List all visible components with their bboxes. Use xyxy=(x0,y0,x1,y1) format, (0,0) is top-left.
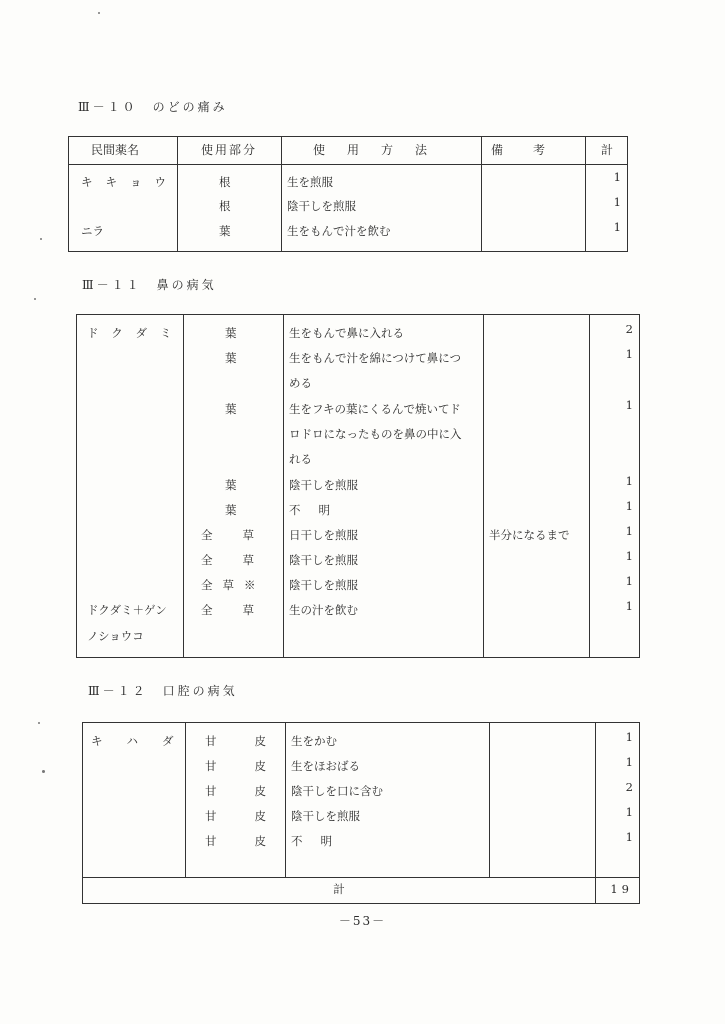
table-row-part: 甘皮 xyxy=(205,809,304,823)
table-row-count: 1 xyxy=(613,195,621,209)
table-row-method: 陰干しを煎服 xyxy=(289,578,358,592)
section-title-nose: Ⅲ－１１ 鼻の病気 xyxy=(82,278,217,292)
table-row-count: 1 xyxy=(625,599,633,613)
table-row-part: 全草 xyxy=(201,603,284,617)
table-row-count: 1 xyxy=(625,549,633,563)
table-row-part: 全草 xyxy=(201,528,284,542)
table-row-name: キキョウ xyxy=(81,175,179,189)
table-row-count: 1 xyxy=(613,170,621,184)
scan-speck xyxy=(38,722,40,724)
table-row-count: 1 xyxy=(625,474,633,488)
section-title-throat: Ⅲ－１０ のどの痛み xyxy=(78,100,228,114)
table-row-part: 甘皮 xyxy=(205,784,304,798)
table-row-count: 1 xyxy=(625,398,633,412)
table-row-count: 1 xyxy=(625,755,633,769)
table-row-part: 葉 xyxy=(225,326,237,340)
header-name: 民間薬名 xyxy=(91,143,140,157)
header-part: 使用部分 xyxy=(200,143,257,157)
header-method: 使用方法 xyxy=(312,143,449,157)
table-row-method: 陰干しを煎服 xyxy=(289,478,358,492)
table-row-note: 半分になるまで xyxy=(489,528,570,542)
section-title-mouth: Ⅲ－１２ 口腔の病気 xyxy=(88,684,238,698)
table-row-name-cont: ノショウコ xyxy=(87,629,144,643)
table-row-method: 生をかむ xyxy=(291,734,337,748)
table-row-method-cont: れる xyxy=(289,452,312,466)
table-row-count: 1 xyxy=(625,805,633,819)
table-row-method: 陰干しを煎服 xyxy=(291,809,360,823)
table-row-part: 根 xyxy=(219,199,231,213)
table-row-part: 全草※ xyxy=(201,578,266,592)
table-row-method: 陰干しを口に含む xyxy=(291,784,383,798)
header-count: 計 xyxy=(600,143,613,157)
header-note: 備考 xyxy=(490,143,575,157)
table-row-count: 1 xyxy=(625,830,633,844)
table-row-part: 甘皮 xyxy=(205,759,304,773)
table-row-method-cont: める xyxy=(289,376,312,390)
scan-speck xyxy=(42,770,45,773)
table-mouth xyxy=(82,722,640,904)
table-row-count: 2 xyxy=(625,322,633,336)
table-row-part: 葉 xyxy=(225,402,237,416)
table-row-part: 葉 xyxy=(225,351,237,365)
table-row-method: 日干しを煎服 xyxy=(289,528,358,542)
scan-speck xyxy=(40,238,42,240)
total-label: 計 xyxy=(333,882,345,896)
page-number: －53－ xyxy=(338,914,387,928)
scan-speck xyxy=(34,298,36,300)
table-row-count: 1 xyxy=(625,347,633,361)
table-row-part: 根 xyxy=(219,175,231,189)
table-row-method: 生をフキの葉にくるんで焼いてド xyxy=(289,402,461,416)
table-row-part: 葉 xyxy=(219,224,231,238)
table-row-method: 生をもんで汁を飲む xyxy=(287,224,391,238)
total-value: 19 xyxy=(610,882,633,896)
table-row-count: 1 xyxy=(625,574,633,588)
table-row-name: ドクダミ xyxy=(87,326,185,340)
table-row-name: ドクダミ＋ゲン xyxy=(87,603,167,617)
table-row-part: 全草 xyxy=(201,553,284,567)
table-row-method-cont: ロドロになったものを鼻の中に入 xyxy=(289,427,462,441)
table-row-count: 1 xyxy=(613,220,621,234)
table-row-method: 陰干しを煎服 xyxy=(289,553,358,567)
table-row-method: 生をもんで汁を綿につけて鼻につ xyxy=(289,351,462,365)
table-row-part: 甘皮 xyxy=(205,834,304,848)
table-row-method: 生を煎服 xyxy=(287,175,333,189)
table-row-method: 生の汁を飲む xyxy=(289,603,358,617)
scan-speck xyxy=(98,12,100,14)
table-row-name: ニラ xyxy=(81,224,104,238)
table-row-method: 陰干しを煎服 xyxy=(287,199,356,213)
table-row-count: 2 xyxy=(625,780,633,794)
table-throat xyxy=(68,136,628,252)
table-row-method: 生をもんで鼻に入れる xyxy=(289,326,404,340)
table-row-part: 甘皮 xyxy=(205,734,304,748)
table-row-method: 不明 xyxy=(289,503,348,517)
table-row-count: 1 xyxy=(625,730,633,744)
table-nose xyxy=(76,314,640,658)
table-row-part: 葉 xyxy=(225,503,237,517)
table-row-part: 葉 xyxy=(225,478,237,492)
table-row-method: 不明 xyxy=(291,834,350,848)
table-row-count: 1 xyxy=(625,524,633,538)
table-row-method: 生をほおばる xyxy=(291,759,360,773)
table-row-name: キハダ xyxy=(91,734,198,748)
table-row-count: 1 xyxy=(625,499,633,513)
